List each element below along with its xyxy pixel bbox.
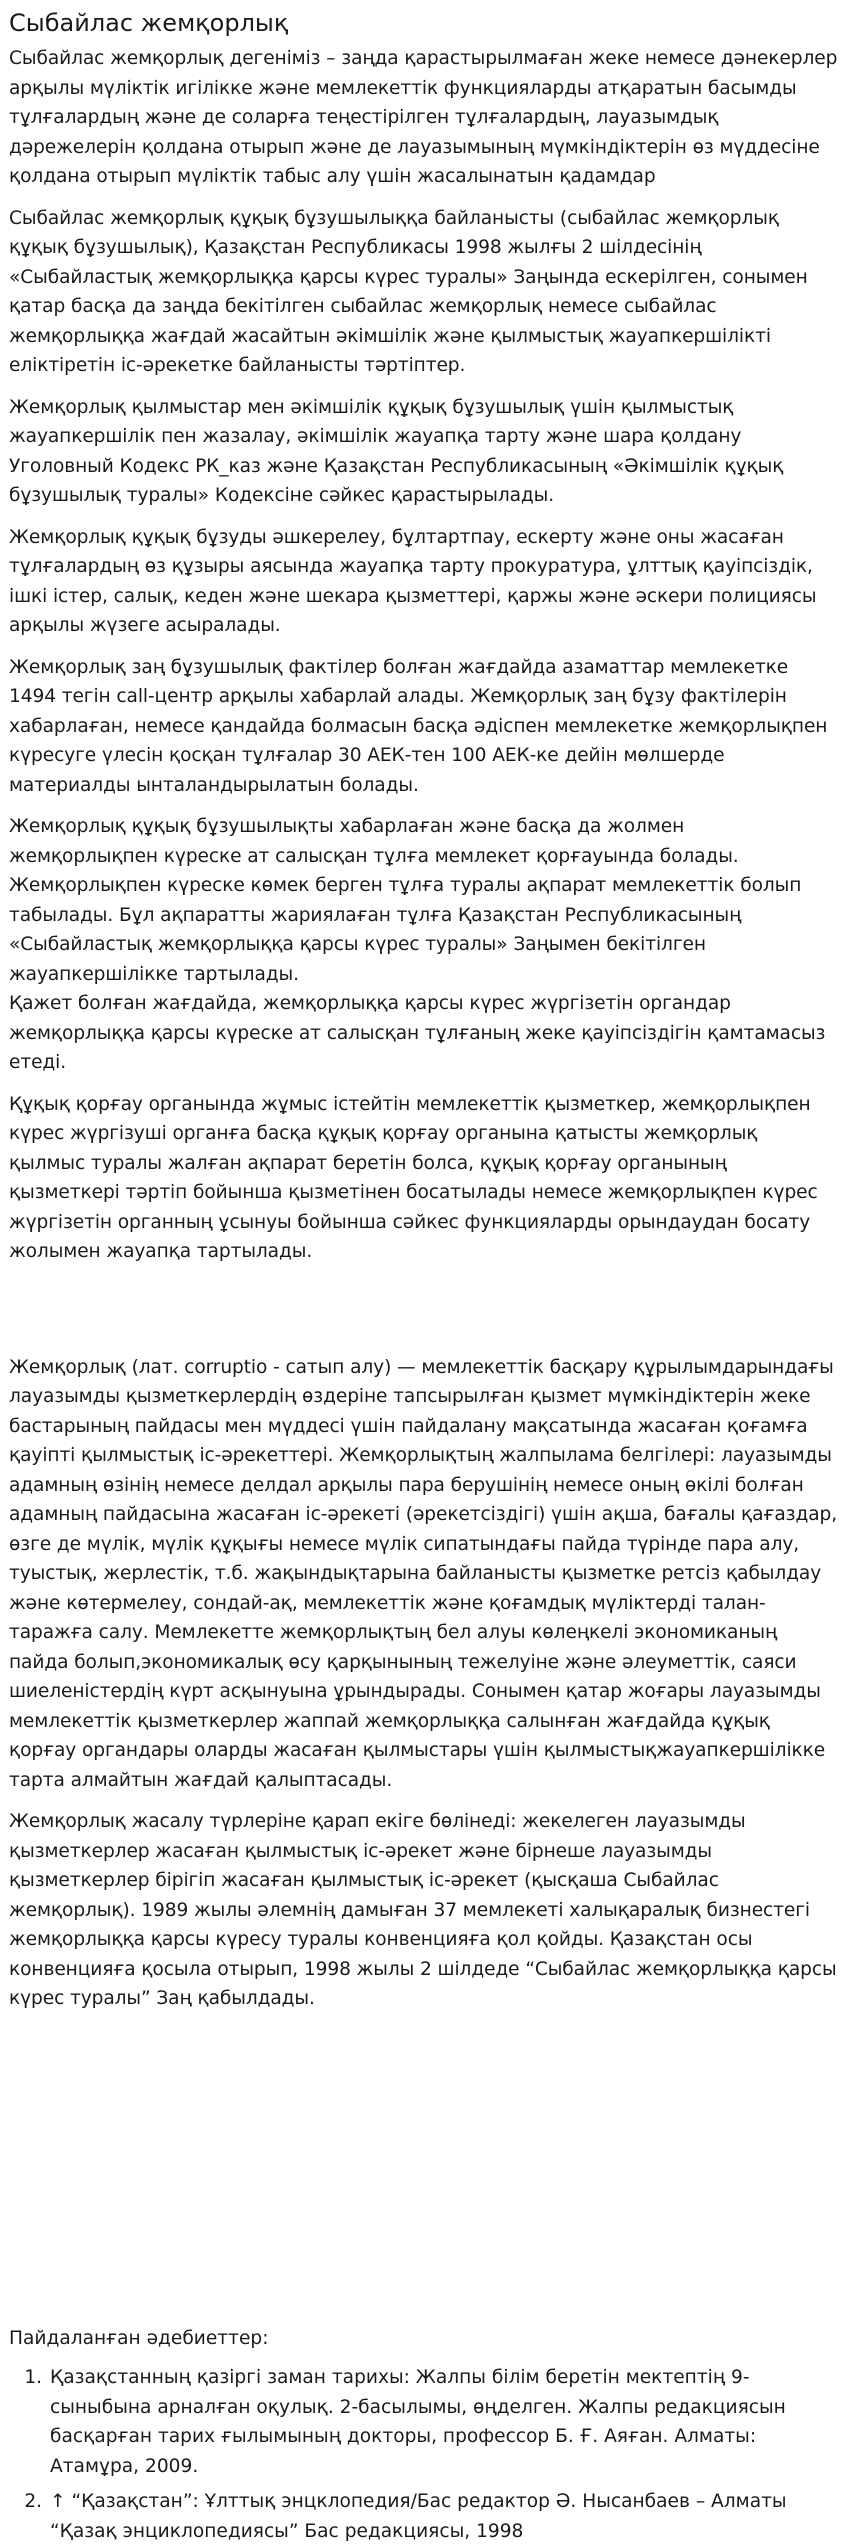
reference-item: 1. Қазақстанның қазіргі заман тарихы: Жалпы білім беретін мектептің 9-сыныбына арналған оқулық. 2-басылымы, өңделген. Жалпы редакциясын басқарған тарих ғылымының докторы, профессор Б. Ғ. Аяған. Алматы: Атамұра, 2009.: [48, 2363, 838, 2481]
paragraph-etymology: Жемқорлық (лат. corruptio - сатып алу) — мемлекеттік басқару құрылымдарындағы лауазымды қызметкерлердің өздеріне тапсырылған қызмет мүмкіндіктерін жеке бастарының пайдасы мен мүддесі үшін пайдалану мақсатында жасаған қоғамға қауіпті қылмыстық іс-әрекеттері. Жемқорлықтың жалпылама белгілері: лауазымды адамның өзінің немесе делдал арқылы пара берушінің немесе оның өкілі болған адамның пайдасына жасаған іс-әрекеті (әрекетсіздігі) үшін ақша, бағалы қағаздар, өзге де мүлік, мүлік құқығы немесе мүлік сипатындағы пайда түрінде пара алу, туыстық, жерлестік, т.б. жақындықтарына байланысты қызметке ретсіз қабылдау және көтермелеу, сондай-ақ, мемлекеттік және қоғамдық мүліктерді талан-таражға салу. Мемлекетте жемқорлықтың бел алуы көлеңкелі экономиканың пайда болып,экономикалық өсу қарқынының тежелуіне және әлеуметтік, саяси шиеленістердің күрт асқынуына ұрындырады. Сонымен қатар жоғары лауазымды мемлекеттік қызметкерлер жаппай жемқорлыққа салынған жағдайда құқық қорғау органдары оларды жасаған қылмыстары үшін қылмыстықжауапкершілікке тарта алмайтын жағдай қалыптасады.: [9, 1356, 838, 1791]
page-title: Сыбайлас жемқорлық: [9, 9, 289, 37]
paragraph-protection: Жемқорлық құқық бұзушылықты хабарлаған және басқа да жолмен жемқорлықпен күреске ат салысқан тұлға мемлекет қорғауында болады. Жемқорлықпен күреске көмек берген тұлға туралы ақпарат мемлекеттік болып табылады. Бұл ақпаратты жариялаған тұлға Қазақстан Республикасының «Сыбайластық жемқорлыққа қарсы күрес туралы» Заңымен бекітілген жауапкершілікке тартылады.: [9, 816, 802, 985]
paragraph-enforcement: Жемқорлық құқық бұзуды әшкерелеу, бұлтартпау, ескерту және оны жасаған тұлғалардың өз құзыры аясында жауапқа тарту прокуратура, ұлттық қауіпсіздік, ішкі істер, салық, кеден және шекара қызметтері, қаржы және әскери полициясы арқылы жүзеге асыралады.: [9, 526, 817, 636]
paragraph-types: Жемқорлық жасалу түрлеріне қарап екіге бөлінеді: жекелеген лауазымды қызметкерлер жасаған қылмыстық іс-әрекет және бірнеше лауазымды қызметкерлер бірігіп жасаған қылмыстық іс-әрекет (қысқаша Сыбайлас жемқорлық). 1989 жылы әлемнің дамыған 37 мемлекеті халықаралық бизнестегі жемқорлыққа қарсы күресу туралы конвенцияға қол қойды. Қазақстан осы конвенцияға қосыла отырып, 1998 жылы 2 шілдеде “Сыбайлас жемқорлыққа қарсы күрес туралы” Заң қабылдады.: [9, 1811, 837, 2009]
paragraph-legal-basis: Сыбайлас жемқорлық құқық бұзушылыққа байланысты (сыбайлас жемқорлық құқық бұзушылық), Қазақстан Республикасы 1998 жылғы 2 шілдесінің «Сыбайластық жемқорлыққа қарсы күрес туралы» Заңында ескерілген, сонымен қатар басқа да заңда бекітілген сыбайлас жемқорлық немесе сыбайлас жемқорлыққа жағдай жасайтын әкімшілік және қылмыстық жауапкершілікті еліктіретін іс-әрекетке байланысты тәртіптер.: [9, 207, 808, 376]
spacer: [9, 1279, 838, 1353]
paragraph-liability: Жемқорлық қылмыстар мен әкімшілік құқық бұзушылық үшін қылмыстық жауапкершілік пен жазалау, әкімшілік жауапқа тарту және шара қолдану Уголовный Кодекс РК_каз және Қазақстан Республикасының «Әкімшілік құқық бұзушылық туралы» Кодексіне сәйкес қарастырылады.: [9, 396, 784, 506]
references-list: [9, 2363, 838, 2546]
references-heading: Пайдаланған әдебиеттер:: [9, 2327, 269, 2349]
spacer: [9, 2026, 838, 2324]
paragraph-definition: Сыбайлас жемқорлық дегеніміз – заңда қарастырылмаған жеке немесе дәнекерлер арқылы мүліктік игілікке және мемлекеттік функцияларды атқаратын басымды тұлғалардың және де соларға теңестірілген тұлғалардың, лауазымдық дәрежелерін қолдана отырып және де лауазымының мүмкіндіктерін өз мүддесіне қолдана отырып мүліктік табыс алу үшін жасалынатын қадамдар: [9, 48, 838, 187]
paragraph-personal-safety: Қажет болған жағдайда, жемқорлыққа қарсы күрес жүргізетін органдар жемқорлыққа қарсы күреске ат салысқан тұлғаның жеке қауіпсіздігін қамтамасыз етеді.: [9, 993, 826, 1073]
paragraph-false-information: Құқық қорғау органында жұмыс істейтін мемлекеттік қызметкер, жемқорлықпен күрес жүргізуші органға басқа құқық қорғау органына қатысты жемқорлық қылмыс туралы жалған ақпарат беретін болса, құқық қорғау органының қызметкері тәртіп бойынша қызметінен босатылады немесе жемқорлықпен күрес жүргізетін органның ұсынуы бойынша сәйкес функцияларды орындаудан босату жолымен жауапқа тартылады.: [9, 1093, 818, 1262]
paragraph-call-center: Жемқорлық заң бұзушылық фактілер болған жағдайда азаматтар мемлекетке 1494 тегін call-центр арқылы хабарлай алады. Жемқорлық заң бұзу фактілерін хабарлаған, немесе қандайда болмасын басқа әдіспен мемлекетке жемқорлықпен күресуге үлесін қосқан тұлғалар 30 АЕК-тен 100 АЕК-ке дейін мөлшерде материалды ынталандырылатын болады.: [9, 656, 828, 796]
reference-item: 2. ↑ “Қазақстан”: Ұлттық энцклопедия/Бас редактор Ә. Нысанбаев – Алматы “Қазақ энциклопедиясы” Бас редакциясы, 1998: [48, 2487, 838, 2546]
